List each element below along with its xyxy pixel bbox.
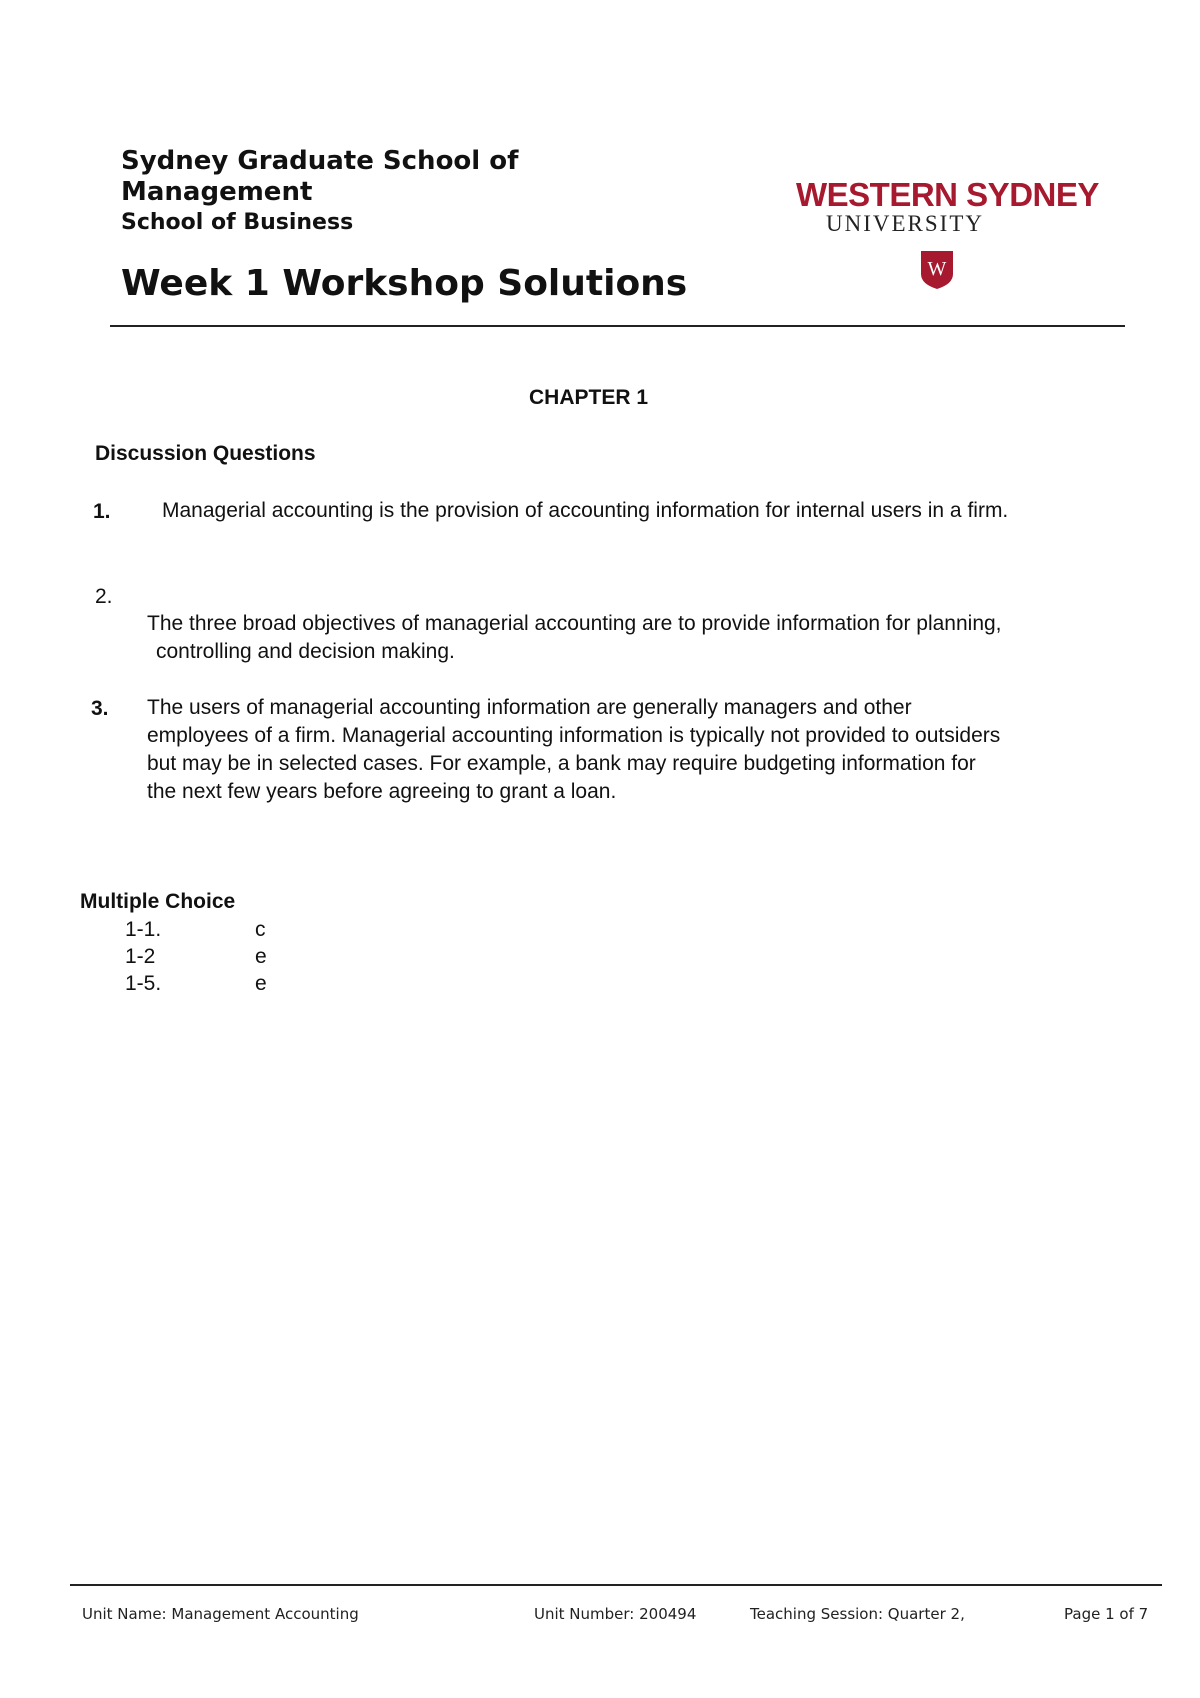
mc-answer: e — [255, 945, 267, 968]
school-name-line2: Management — [121, 177, 313, 207]
question-3-line1: The users of managerial accounting information are generally managers and other — [147, 696, 912, 719]
page-title: Week 1 Workshop Solutions — [121, 263, 688, 304]
mc-row — [125, 918, 285, 942]
school-header — [121, 146, 518, 238]
chapter-heading: CHAPTER 1 — [528, 386, 649, 409]
mc-answer: c — [255, 918, 266, 941]
question-1-number: 1. — [93, 500, 111, 523]
logo-subtitle: UNIVERSITY — [826, 211, 984, 236]
footer-teaching-session: Teaching Session: Quarter 2, — [750, 1605, 965, 1623]
multiple-choice-heading: Multiple Choice — [80, 890, 236, 913]
question-3-line4: the next few years before agreeing to grant a loan. — [147, 780, 617, 803]
shield-icon — [920, 250, 954, 290]
school-of-business: School of Business — [121, 210, 354, 235]
mc-question-number: 1-2 — [125, 945, 156, 968]
mc-answer: e — [255, 972, 267, 995]
mc-row — [125, 972, 285, 996]
question-2-line1: The three broad objectives of managerial accounting are to provide information for planning, — [147, 612, 1002, 635]
question-2-line2: controlling and decision making. — [156, 640, 455, 663]
question-3-number: 3. — [91, 697, 109, 720]
school-name-line1: Sydney Graduate School of — [121, 146, 519, 176]
footer-unit-number: Unit Number: 200494 — [534, 1605, 697, 1623]
footer-divider — [70, 1584, 1162, 1586]
header-divider — [110, 325, 1125, 327]
mc-row — [125, 945, 285, 969]
shield-letter: W — [927, 258, 947, 280]
question-2-number: 2. — [95, 585, 113, 608]
footer-unit-name: Unit Name: Management Accounting — [82, 1605, 359, 1623]
discussion-questions-heading: Discussion Questions — [95, 442, 316, 465]
question-1-text: Managerial accounting is the provision of accounting information for internal users in a firm. — [162, 499, 1009, 522]
question-3-line2: employees of a firm. Managerial accounting information is typically not provided to outsiders — [147, 724, 1001, 747]
mc-question-number: 1-5. — [125, 972, 162, 995]
mc-question-number: 1-1. — [125, 918, 162, 941]
question-3-line3: but may be in selected cases. For example, a bank may require budgeting information for — [147, 752, 976, 775]
footer-page-number: Page 1 of 7 — [1064, 1605, 1149, 1623]
logo-wordmark: WESTERN SYDNEY — [796, 176, 1099, 213]
university-logo — [796, 176, 1099, 236]
